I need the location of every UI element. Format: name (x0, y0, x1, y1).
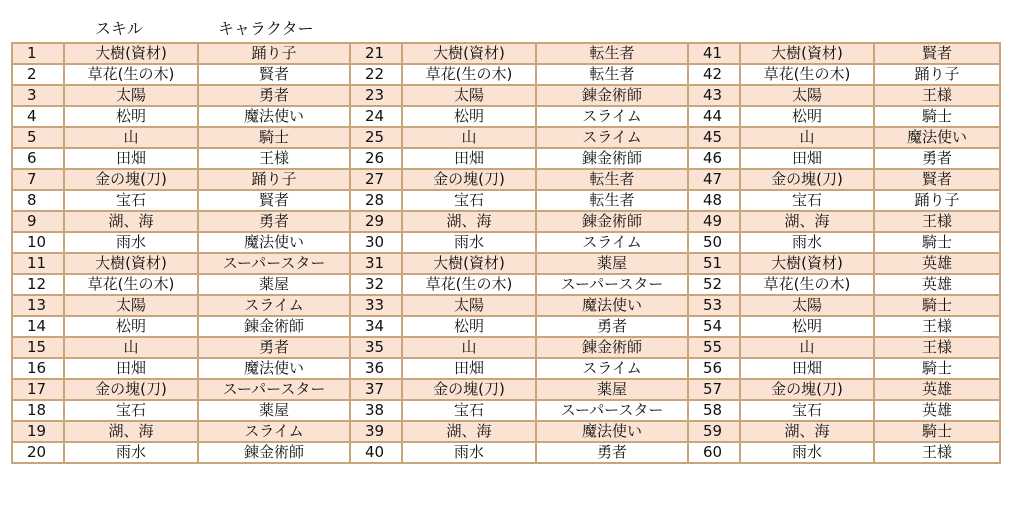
skill-cell: 松明 (64, 316, 198, 337)
row-number-cell: 40 (350, 442, 402, 463)
row-number-cell: 16 (12, 358, 64, 379)
character-cell: 王様 (874, 337, 1000, 358)
skill-cell: 湖、海 (740, 211, 874, 232)
row-number-cell: 3 (12, 85, 64, 106)
character-cell: 錬金術師 (536, 148, 688, 169)
character-cell: 騎士 (874, 358, 1000, 379)
table-row (12, 85, 1000, 106)
character-cell: スライム (536, 232, 688, 253)
table-row (12, 43, 1000, 64)
character-cell: スーパースター (536, 400, 688, 421)
character-cell: 賢者 (198, 64, 350, 85)
skill-cell: 太陽 (402, 85, 536, 106)
character-cell: 転生者 (536, 169, 688, 190)
skill-cell: 太陽 (64, 85, 198, 106)
skill-cell: 雨水 (64, 232, 198, 253)
character-cell: 勇者 (198, 337, 350, 358)
row-number-cell: 49 (688, 211, 740, 232)
row-number-cell: 25 (350, 127, 402, 148)
skill-cell: 松明 (64, 106, 198, 127)
skill-cell: 宝石 (64, 400, 198, 421)
row-number-cell: 48 (688, 190, 740, 211)
row-number-cell: 36 (350, 358, 402, 379)
character-cell: 魔法使い (874, 127, 1000, 148)
table-row (12, 316, 1000, 337)
skill-cell: 草花(生の木) (402, 64, 536, 85)
character-cell: 勇者 (536, 442, 688, 463)
skill-cell: 山 (740, 127, 874, 148)
character-cell: 魔法使い (198, 358, 350, 379)
skill-cell: 田畑 (740, 358, 874, 379)
row-number-cell: 10 (12, 232, 64, 253)
character-cell: 騎士 (874, 232, 1000, 253)
table-row (12, 127, 1000, 148)
row-number-cell: 56 (688, 358, 740, 379)
table-row (12, 169, 1000, 190)
character-cell: 踊り子 (198, 43, 350, 64)
skill-cell: 山 (64, 127, 198, 148)
row-number-cell: 39 (350, 421, 402, 442)
skill-cell: 大樹(資材) (64, 43, 198, 64)
skill-cell: 山 (740, 337, 874, 358)
row-number-cell: 38 (350, 400, 402, 421)
character-cell: 英雄 (874, 253, 1000, 274)
skill-cell: 山 (402, 337, 536, 358)
skill-cell: 太陽 (740, 85, 874, 106)
row-number-cell: 58 (688, 400, 740, 421)
character-cell: スライム (536, 358, 688, 379)
character-cell: 錬金術師 (198, 316, 350, 337)
row-number-cell: 46 (688, 148, 740, 169)
row-number-cell: 12 (12, 274, 64, 295)
row-number-cell: 35 (350, 337, 402, 358)
table-row (12, 442, 1000, 463)
row-number-cell: 41 (688, 43, 740, 64)
character-cell: 魔法使い (536, 421, 688, 442)
row-number-cell: 21 (350, 43, 402, 64)
skill-cell: 金の塊(刀) (740, 169, 874, 190)
table-row (12, 253, 1000, 274)
skill-cell: 草花(生の木) (740, 64, 874, 85)
row-number-cell: 26 (350, 148, 402, 169)
table-row (12, 211, 1000, 232)
table-body (12, 43, 1000, 463)
column-header (0, 18, 1024, 40)
character-cell: 勇者 (536, 316, 688, 337)
row-number-cell: 13 (12, 295, 64, 316)
skill-cell: 草花(生の木) (402, 274, 536, 295)
skill-cell: 金の塊(刀) (402, 379, 536, 400)
row-number-cell: 5 (12, 127, 64, 148)
row-number-cell: 51 (688, 253, 740, 274)
character-cell: 踊り子 (198, 169, 350, 190)
character-cell: 錬金術師 (536, 85, 688, 106)
character-cell: 騎士 (198, 127, 350, 148)
character-cell: 英雄 (874, 400, 1000, 421)
skill-cell: 山 (402, 127, 536, 148)
row-number-cell: 43 (688, 85, 740, 106)
skill-cell: 松明 (740, 106, 874, 127)
row-number-cell: 8 (12, 190, 64, 211)
skill-cell: 宝石 (740, 400, 874, 421)
character-cell: スライム (536, 127, 688, 148)
row-number-cell: 32 (350, 274, 402, 295)
row-number-cell: 31 (350, 253, 402, 274)
skill-cell: 太陽 (740, 295, 874, 316)
table-row (12, 148, 1000, 169)
row-number-cell: 60 (688, 442, 740, 463)
row-number-cell: 50 (688, 232, 740, 253)
character-cell: 転生者 (536, 64, 688, 85)
table-row (12, 421, 1000, 442)
row-number-cell: 44 (688, 106, 740, 127)
character-cell: 騎士 (874, 421, 1000, 442)
table-row (12, 379, 1000, 400)
character-cell: 薬屋 (536, 379, 688, 400)
skill-cell: 松明 (740, 316, 874, 337)
character-cell: 騎士 (874, 106, 1000, 127)
row-number-cell: 18 (12, 400, 64, 421)
skill-cell: 湖、海 (402, 211, 536, 232)
row-number-cell: 54 (688, 316, 740, 337)
skill-cell: 田畑 (64, 148, 198, 169)
skill-cell: 松明 (402, 106, 536, 127)
table-row (12, 274, 1000, 295)
table-row (12, 400, 1000, 421)
table-row (12, 64, 1000, 85)
character-cell: 薬屋 (536, 253, 688, 274)
row-number-cell: 30 (350, 232, 402, 253)
table-row (12, 232, 1000, 253)
character-cell: 転生者 (536, 190, 688, 211)
character-cell: 騎士 (874, 295, 1000, 316)
skill-cell: 雨水 (740, 232, 874, 253)
skill-cell: 太陽 (402, 295, 536, 316)
skill-cell: 宝石 (740, 190, 874, 211)
character-cell: 賢者 (198, 190, 350, 211)
character-cell: スライム (198, 295, 350, 316)
row-number-cell: 47 (688, 169, 740, 190)
row-number-cell: 33 (350, 295, 402, 316)
character-cell: 王様 (874, 211, 1000, 232)
character-cell: 錬金術師 (536, 337, 688, 358)
character-cell: 薬屋 (198, 274, 350, 295)
row-number-cell: 42 (688, 64, 740, 85)
skill-cell: 草花(生の木) (64, 64, 198, 85)
character-cell: 魔法使い (198, 106, 350, 127)
row-number-cell: 52 (688, 274, 740, 295)
character-cell: 薬屋 (198, 400, 350, 421)
character-cell: 錬金術師 (536, 211, 688, 232)
row-number-cell: 14 (12, 316, 64, 337)
skill-cell: 田畑 (740, 148, 874, 169)
table-row (12, 337, 1000, 358)
table-row (12, 358, 1000, 379)
row-number-cell: 29 (350, 211, 402, 232)
skill-cell: 草花(生の木) (740, 274, 874, 295)
skill-cell: 宝石 (402, 190, 536, 211)
skill-cell: 金の塊(刀) (64, 379, 198, 400)
row-number-cell: 9 (12, 211, 64, 232)
row-number-cell: 15 (12, 337, 64, 358)
character-cell: スーパースター (536, 274, 688, 295)
skill-cell: 宝石 (402, 400, 536, 421)
skill-cell: 田畑 (402, 148, 536, 169)
skill-cell: 草花(生の木) (64, 274, 198, 295)
row-number-cell: 55 (688, 337, 740, 358)
row-number-cell: 11 (12, 253, 64, 274)
skill-character-table (11, 42, 1001, 464)
skill-cell: 田畑 (64, 358, 198, 379)
row-number-cell: 22 (350, 64, 402, 85)
character-cell: 魔法使い (536, 295, 688, 316)
table-row (12, 190, 1000, 211)
row-number-cell: 7 (12, 169, 64, 190)
skill-cell: 大樹(資材) (402, 253, 536, 274)
skill-cell: 大樹(資材) (740, 43, 874, 64)
row-number-cell: 34 (350, 316, 402, 337)
character-cell: 賢者 (874, 169, 1000, 190)
skill-cell: 金の塊(刀) (740, 379, 874, 400)
character-cell: 勇者 (198, 211, 350, 232)
skill-cell: 湖、海 (740, 421, 874, 442)
character-cell: 王様 (874, 316, 1000, 337)
table-row (12, 295, 1000, 316)
skill-cell: 大樹(資材) (740, 253, 874, 274)
character-cell: スーパースター (198, 379, 350, 400)
character-cell: 英雄 (874, 379, 1000, 400)
skill-cell: 田畑 (402, 358, 536, 379)
row-number-cell: 45 (688, 127, 740, 148)
row-number-cell: 24 (350, 106, 402, 127)
row-number-cell: 6 (12, 148, 64, 169)
skill-cell: 大樹(資材) (402, 43, 536, 64)
character-cell: 錬金術師 (198, 442, 350, 463)
character-cell: 勇者 (198, 85, 350, 106)
skill-cell: 大樹(資材) (64, 253, 198, 274)
character-cell: 王様 (874, 442, 1000, 463)
character-cell: 転生者 (536, 43, 688, 64)
row-number-cell: 27 (350, 169, 402, 190)
skill-cell: 雨水 (402, 442, 536, 463)
row-number-cell: 59 (688, 421, 740, 442)
character-cell: 踊り子 (874, 64, 1000, 85)
skill-cell: 雨水 (402, 232, 536, 253)
skill-cell: 金の塊(刀) (402, 169, 536, 190)
row-number-cell: 2 (12, 64, 64, 85)
character-header: キャラクター (218, 19, 314, 38)
character-cell: 賢者 (874, 43, 1000, 64)
character-cell: スライム (536, 106, 688, 127)
skill-cell: 湖、海 (64, 211, 198, 232)
row-number-cell: 23 (350, 85, 402, 106)
row-number-cell: 17 (12, 379, 64, 400)
skill-cell: 雨水 (740, 442, 874, 463)
row-number-cell: 19 (12, 421, 64, 442)
skill-cell: 雨水 (64, 442, 198, 463)
character-cell: 王様 (198, 148, 350, 169)
skill-cell: 宝石 (64, 190, 198, 211)
row-number-cell: 57 (688, 379, 740, 400)
character-cell: 魔法使い (198, 232, 350, 253)
skill-cell: 山 (64, 337, 198, 358)
skill-cell: 太陽 (64, 295, 198, 316)
table-row (12, 106, 1000, 127)
row-number-cell: 1 (12, 43, 64, 64)
row-number-cell: 28 (350, 190, 402, 211)
skill-header: スキル (95, 19, 143, 38)
row-number-cell: 4 (12, 106, 64, 127)
row-number-cell: 53 (688, 295, 740, 316)
skill-cell: 松明 (402, 316, 536, 337)
character-cell: 王様 (874, 85, 1000, 106)
character-cell: スーパースター (198, 253, 350, 274)
character-cell: 勇者 (874, 148, 1000, 169)
skill-cell: 湖、海 (402, 421, 536, 442)
skill-cell: 金の塊(刀) (64, 169, 198, 190)
row-number-cell: 37 (350, 379, 402, 400)
character-cell: スライム (198, 421, 350, 442)
row-number-cell: 20 (12, 442, 64, 463)
character-cell: 英雄 (874, 274, 1000, 295)
skill-cell: 湖、海 (64, 421, 198, 442)
character-cell: 踊り子 (874, 190, 1000, 211)
